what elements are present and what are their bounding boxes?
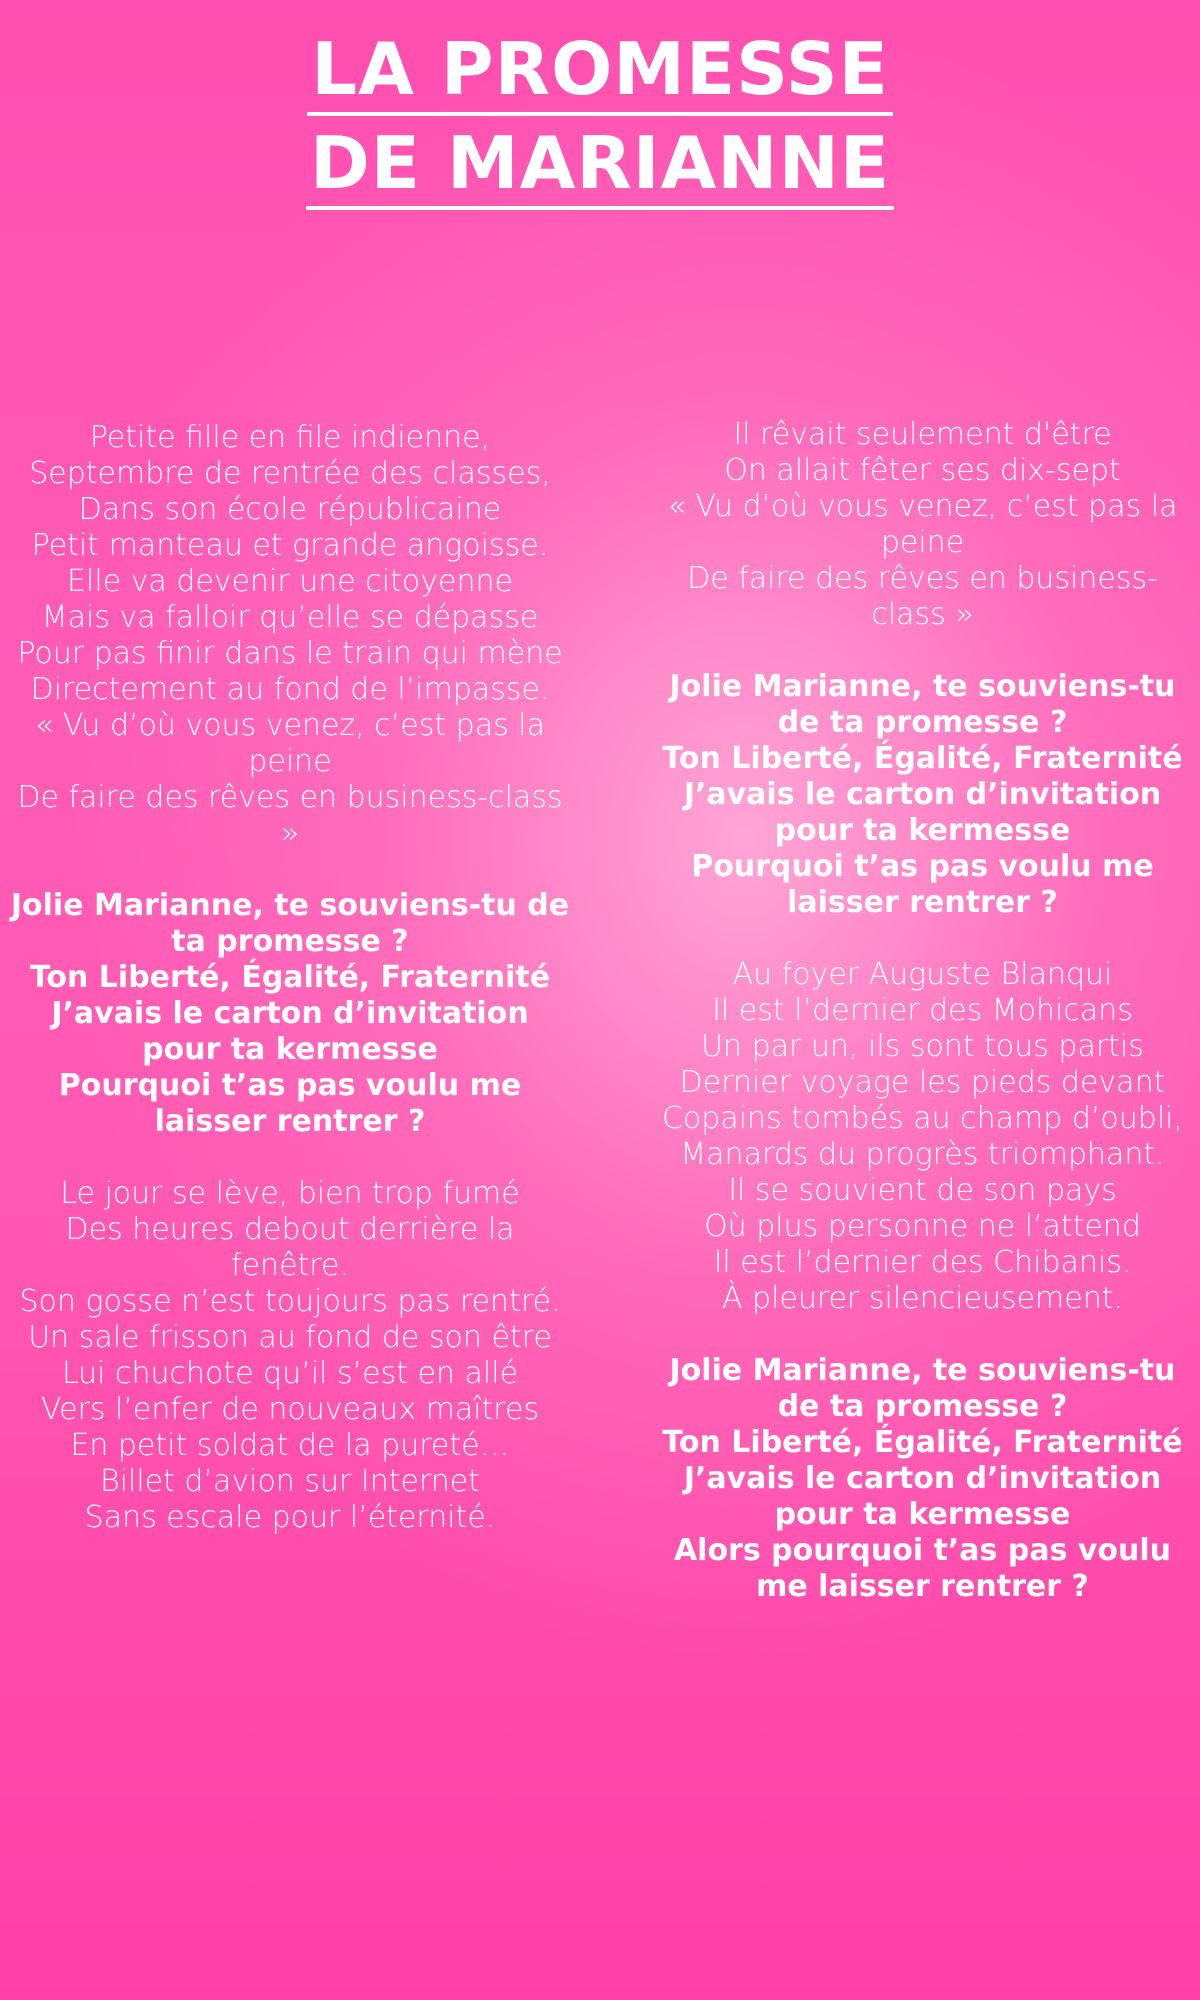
lyric-line: Lui chuchote qu’il s’est en allé (61, 1356, 519, 1391)
lyric-line: « Vu d’où vous venez, c’est pas la peine (667, 489, 1178, 560)
chorus-line: Alors pourquoi t’as pas voulu me laisser rentrer ? (673, 1533, 1172, 1604)
lyric-line: Petite fille en file indienne, (89, 420, 491, 455)
chorus-line: J’avais le carton d’invitation pour ta kermesse (683, 1461, 1162, 1532)
lyric-line: Où plus personne ne l’attend (704, 1209, 1141, 1244)
lyric-line: Vers l’enfer de nouveaux maîtres (40, 1392, 540, 1427)
lyric-line: Son gosse n’est toujours pas rentré. (19, 1284, 561, 1319)
chorus-2 (650, 669, 1195, 921)
title-line-2: DE MARIANNE (306, 122, 894, 210)
title-block (0, 28, 1200, 216)
lyric-line: Manards du progrès triomphant. (680, 1137, 1165, 1172)
verse-2 (10, 1176, 570, 1536)
right-column (650, 417, 1195, 1641)
lyric-line: Pour pas finir dans le train qui mène (17, 636, 563, 671)
lyric-line: Il est l’dernier des Chibanis. (713, 1245, 1132, 1280)
lyric-line: Un par un, ils sont tous partis (701, 1029, 1144, 1064)
lyric-line: Copains tombés au champ d’oubli, (661, 1101, 1184, 1136)
lyric-line: Des heures debout derrière la fenêtre. (65, 1212, 515, 1283)
chorus-line: Jolie Marianne, te souviens-tu de ta promesse ? (669, 669, 1176, 740)
lyric-line: Un sale frisson au fond de son être (28, 1320, 552, 1355)
chorus-line: Ton Liberté, Égalité, Fraternité (662, 1425, 1183, 1460)
lyric-line: Mais va falloir qu’elle se dépasse (41, 600, 539, 635)
chorus-3 (650, 1353, 1195, 1605)
lyric-line: Septembre de rentrée des classes, (29, 456, 551, 491)
chorus-line: Pourquoi t’as pas voulu me laisser rentrer ? (691, 849, 1154, 920)
chorus-line: Ton Liberté, Égalité, Fraternité (29, 960, 551, 995)
lyric-line: Petit manteau et grande angoisse. (31, 528, 549, 563)
lyric-line: Sans escale pour l’éternité. (84, 1500, 496, 1535)
lyric-line: En petit soldat de la pureté… (70, 1428, 510, 1463)
title-line-1: LA PROMESSE (307, 28, 893, 116)
chorus-1 (10, 888, 570, 1140)
chorus-line: Jolie Marianne, te souviens-tu de ta promesse ? (669, 1353, 1176, 1424)
lyric-line: Le jour se lève, bien trop fumé (60, 1176, 520, 1211)
lyric-line: Dernier voyage les pieds devant (679, 1065, 1166, 1100)
chorus-line: Pourquoi t’as pas voulu me laisser rentrer ? (58, 1068, 522, 1139)
lyric-line: Il est l’dernier des Mohicans (712, 993, 1133, 1028)
lyric-line: Elle va devenir une citoyenne (67, 564, 513, 599)
chorus-line: Jolie Marianne, te souviens-tu de ta promesse ? (10, 888, 570, 959)
lyric-line: À pleurer silencieusement. (721, 1281, 1124, 1316)
lyric-line: Au foyer Auguste Blanqui (732, 957, 1113, 992)
lyric-line: « Vu d’où vous venez, c’est pas la peine (35, 708, 545, 779)
lyric-line: Il rêvait seulement d'être (733, 417, 1112, 452)
lyric-line: De faire des rêves en business-class » (687, 561, 1158, 632)
lyric-line: Billet d’avion sur Internet (100, 1464, 480, 1499)
lyric-line: Dans son école républicaine (78, 492, 502, 527)
lyric-line: De faire des rêves en business-class » (17, 780, 563, 851)
verse-1-end (650, 417, 1195, 633)
verse-3 (650, 957, 1195, 1317)
left-column (10, 420, 570, 1572)
chorus-line: Ton Liberté, Égalité, Fraternité (662, 741, 1183, 776)
lyric-line: Directement au fond de l’impasse. (30, 672, 550, 707)
chorus-line: J’avais le carton d’invitation pour ta kermesse (51, 996, 529, 1067)
chorus-line: J’avais le carton d’invitation pour ta kermesse (683, 777, 1162, 848)
lyric-line: Il se souvient de son pays (728, 1173, 1117, 1208)
verse-1 (10, 420, 570, 852)
lyric-line: On allait fêter ses dix-sept (724, 453, 1121, 488)
